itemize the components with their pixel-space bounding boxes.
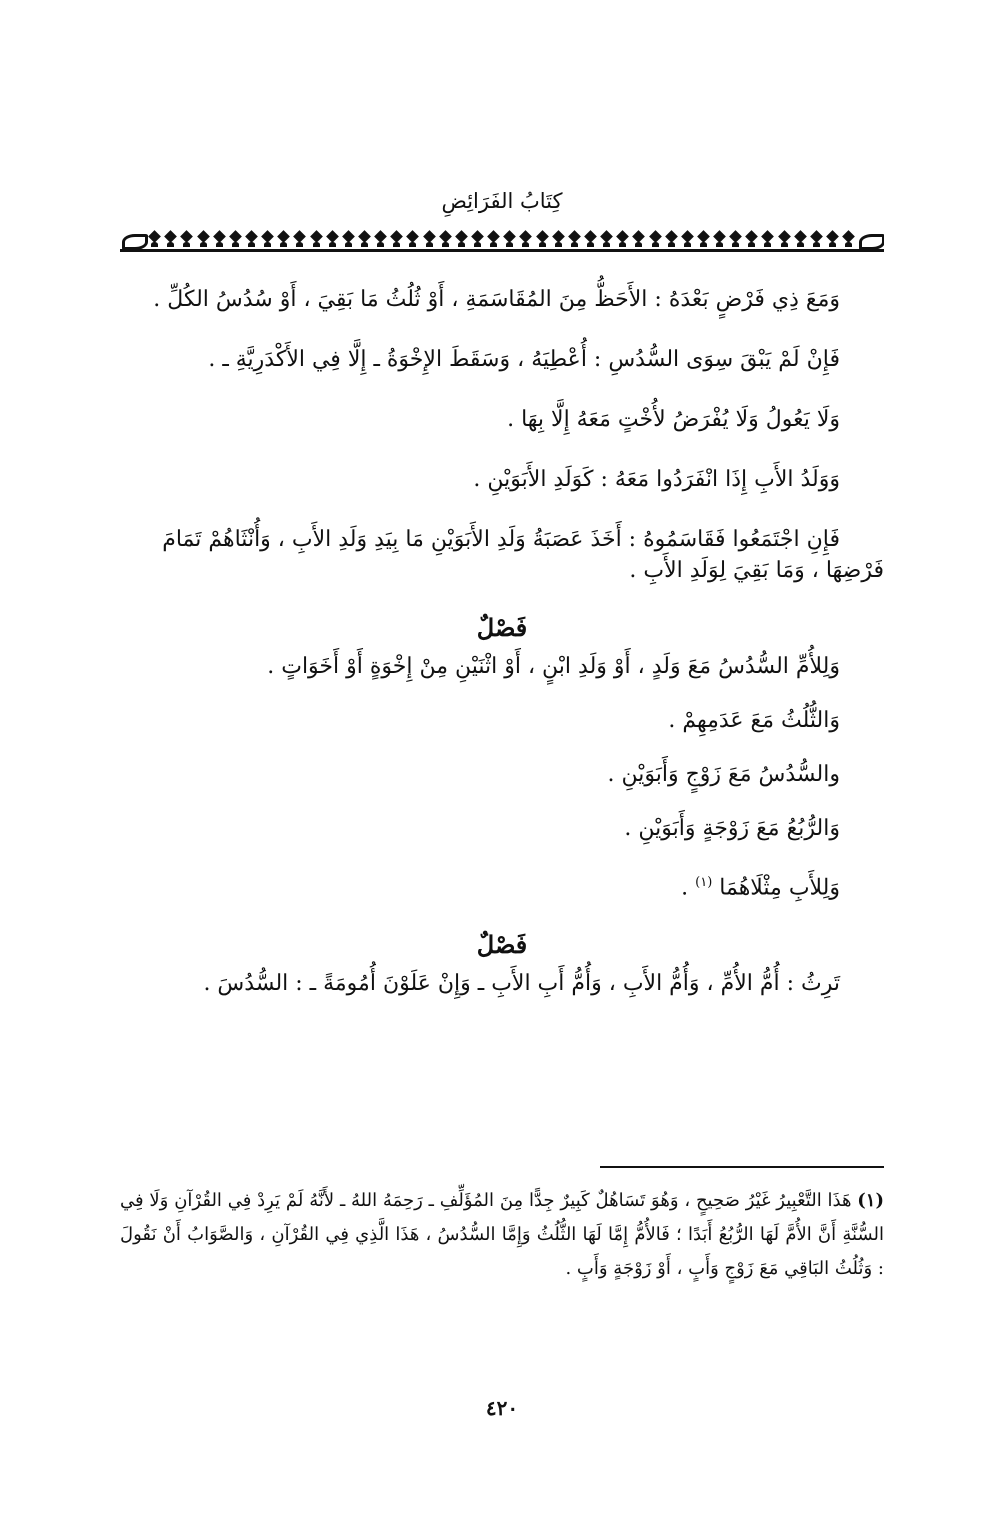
ornament-motif <box>648 231 663 249</box>
ornament-motif <box>470 231 485 249</box>
ornament-motif <box>438 231 453 249</box>
paragraph-text: وَلِلأَبِ مِثْلَاهُمَا <box>719 875 840 901</box>
paragraph: وَالرُّبُعُ مَعَ زَوْجَةٍ وَأَبَوَيْنِ . <box>624 816 840 841</box>
footnote-number: (١) <box>857 1190 884 1211</box>
ornament-motif <box>179 231 194 249</box>
paragraph: فَإِنِ اجْتَمَعُوا فَقَاسَمُوهُ : أَخَذَ عَصَبَةُ وَلَدِ الأَبَوَيْنِ مَا بِيَدِ وَلَدِ الأَبِ ، وَأُنْثَاهُمْ تَمَامَ فَرْضِهَا ، وَمَا بَقِيَ لِوَلَدِ الأَبِ . <box>162 527 884 583</box>
paragraph: وَوَلَدُ الأَبِ إِذَا انْفَرَدُوا مَعَهُ : كَوَلَدِ الأَبَوَيْنِ . <box>473 467 840 492</box>
page-number: ٤٢٠ <box>485 1396 519 1420</box>
ornament-motif <box>405 231 420 249</box>
ornament-motif <box>599 231 614 249</box>
ornament-motif <box>841 231 856 249</box>
ornament-rule <box>120 249 884 252</box>
header-ornament-border <box>120 226 884 254</box>
ornament-motif <box>631 231 646 249</box>
ornament-motif <box>212 231 227 249</box>
paragraph-end: . <box>681 875 696 901</box>
ornament-motif <box>276 231 291 249</box>
ornament-motif <box>615 231 630 249</box>
ornament-motif <box>809 231 824 249</box>
ornament-motif <box>728 231 743 249</box>
ornament-motif <box>228 231 243 249</box>
ornament-end-left <box>120 230 146 250</box>
footnote-reference[interactable]: (١) <box>695 875 713 890</box>
ornament-motif <box>309 231 324 249</box>
ornament-motif <box>454 231 469 249</box>
ornament-motif <box>325 231 340 249</box>
running-header-title: كِتَابُ الفَرَائِضِ <box>441 189 563 213</box>
ornament-motif <box>341 231 356 249</box>
paragraph: وَلَا يَعُولُ وَلَا يُفْرَضُ لأُخْتٍ مَعَهُ إِلَّا بِهَا . <box>507 407 840 432</box>
ornament-motif <box>793 231 808 249</box>
ornament-motif <box>389 231 404 249</box>
ornament-motif <box>680 231 695 249</box>
ornament-motif <box>292 231 307 249</box>
ornament-motif <box>373 231 388 249</box>
ornament-motif <box>551 231 566 249</box>
ornament-motif <box>196 231 211 249</box>
paragraph: والسُّدُسُ مَعَ زَوْجٍ وَأَبَوَيْنِ . <box>607 762 840 787</box>
ornament-motif <box>777 231 792 249</box>
section-heading: فَصْلٌ <box>476 930 528 960</box>
footnote <box>120 1184 884 1286</box>
ornament-motif <box>583 231 598 249</box>
ornament-motif <box>825 231 840 249</box>
ornament-motif <box>357 231 372 249</box>
ornament-motif <box>712 231 727 249</box>
paragraph: فَإِنْ لَمْ يَبْقَ سِوَى السُّدُسِ : أُعْطِيَهُ ، وَسَقَطَ الإِخْوَةُ ـ إِلَّا فِي الأَكْدَرِيَّةِ ـ . <box>208 347 840 372</box>
paragraph: وَلِلأُمِّ السُّدُسُ مَعَ وَلَدٍ ، أَوْ وَلَدِ ابْنٍ ، أَوْ اثْنَيْنِ مِنْ إِخْوَةٍ أَوْ أَخَوَاتٍ . <box>267 654 840 679</box>
ornament-motif <box>696 231 711 249</box>
ornament-end-right <box>857 230 883 250</box>
ornament-motif <box>518 231 533 249</box>
paragraph: وَمَعَ ذِي فَرْضٍ بَعْدَهُ : الأَحَظُّ مِنَ المُقَاسَمَةِ ، أَوْ ثُلُثُ مَا بَقِيَ ، أَوْ سُدُسُ الكُلِّ . <box>153 287 840 312</box>
ornament-motif <box>163 231 178 249</box>
paragraph: تَرِثُ : أُمُّ الأُمِّ ، وَأُمُّ الأَبِ ، وَأُمُّ أَبِ الأَبِ ـ وَإِنْ عَلَوْنَ أُمُومَةً ـ : السُّدُسَ . <box>203 971 840 997</box>
paragraph-with-footnote <box>120 867 884 903</box>
main-text <box>120 284 884 999</box>
ornament-motif <box>535 231 550 249</box>
ornament-motif <box>760 231 775 249</box>
ornament-motif <box>502 231 517 249</box>
ornament-motif <box>422 231 437 249</box>
ornament-motif <box>260 231 275 249</box>
ornament-motif <box>744 231 759 249</box>
ornament-motif <box>147 231 162 249</box>
ornament-motif <box>486 231 501 249</box>
ornament-motif <box>664 231 679 249</box>
footnote-separator <box>600 1166 884 1168</box>
section-heading: فَصْلٌ <box>476 613 528 642</box>
ornament-motif <box>567 231 582 249</box>
ornament-motif <box>244 231 259 249</box>
footnotes <box>120 1184 884 1286</box>
footnote-text: هَذَا التَّعْبِيرُ غَيْرُ صَحِيحٍ ، وَهُوَ تَسَاهُلٌ كَبِيرٌ جِدًّا مِنَ المُؤَلِّفِ ـ رَحِمَهُ اللهُ ـ لأَنَّهُ لَمْ يَرِدْ فِي القُرْآنِ وَلَا فِي السُّنَّةِ أَنَّ الأُمَّ لَهَا الرُّبُعُ أَبَدًا ؛ فَالأُمُّ إِمَّا لَهَا الثُّلُثُ وَإِمَّا السُّدُسُ ، هَذَا الَّذِي فِي القُرْآنِ ، وَالصَّوَابُ أَنْ نَقُولَ : وَثُلُثُ البَاقِي مَعَ زَوْجٍ وَأَبٍ ، أَوْ زَوْجَةٍ وَأَبٍ . <box>120 1190 884 1279</box>
paragraph: وَالثُّلُثُ مَعَ عَدَمِهِمْ . <box>668 708 840 733</box>
